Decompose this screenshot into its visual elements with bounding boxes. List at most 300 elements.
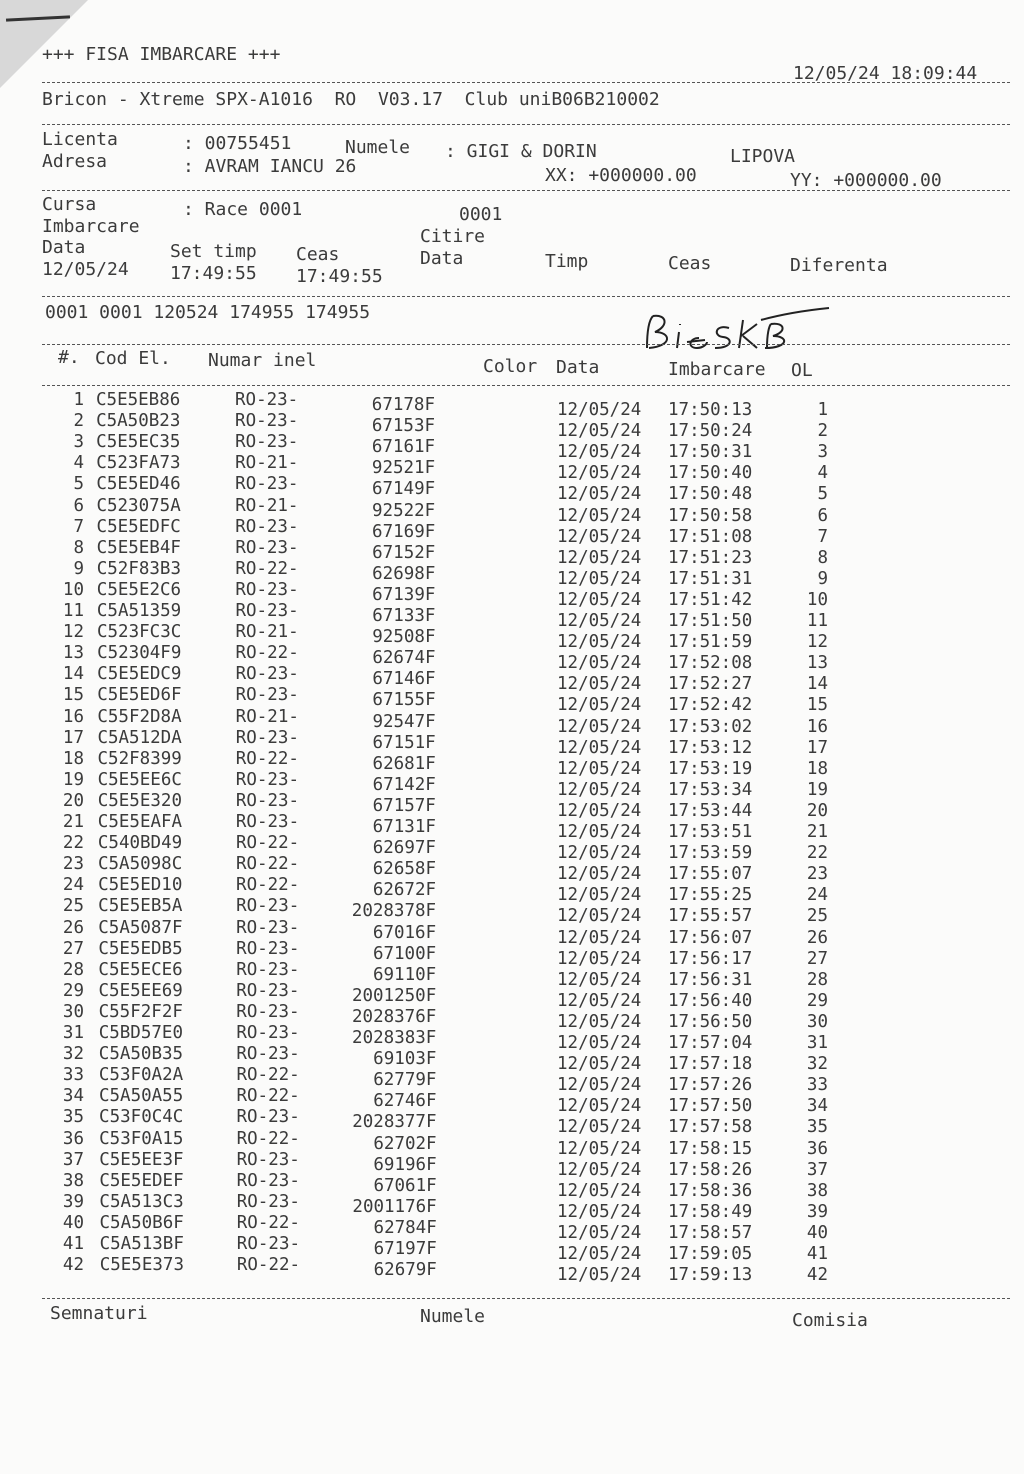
row-cod: C52F83B3 xyxy=(96,558,182,579)
row-prefix: RO-23- xyxy=(236,980,300,1001)
row-number: 35 xyxy=(62,1107,84,1128)
row-date: 12/05/24 xyxy=(557,421,642,442)
row-cod: C5E5ED46 xyxy=(96,474,181,495)
row-number: 15 xyxy=(62,685,84,706)
handwritten-note xyxy=(643,302,833,362)
col-idx: #. xyxy=(58,347,80,368)
row-ring-number: 67155F xyxy=(372,690,436,711)
row-cod: C5E5EAFA xyxy=(97,812,183,832)
row-cod: C5A513C3 xyxy=(99,1191,184,1212)
row-cod: C52304F9 xyxy=(97,643,182,664)
row-cod: C5E5EB86 xyxy=(96,390,181,410)
row-time: 17:55:07 xyxy=(668,864,753,885)
row-ring-number: 67161F xyxy=(371,437,436,458)
row-prefix: RO-21- xyxy=(235,706,299,727)
row-prefix: RO-23- xyxy=(235,769,300,790)
row-ol: 3 xyxy=(817,442,828,463)
row-date: 12/05/24 xyxy=(557,927,642,948)
row-time: 17:58:15 xyxy=(668,1138,753,1159)
row-cod: C53F0A2A xyxy=(98,1065,184,1086)
row-ring-number: 67139F xyxy=(372,584,436,605)
row-number: 21 xyxy=(62,812,84,832)
row-ol: 22 xyxy=(806,843,828,864)
row-number: 34 xyxy=(62,1086,84,1107)
row-ring-number: 2001176F xyxy=(352,1196,437,1217)
citire-data-label: Data xyxy=(420,248,464,269)
row-prefix: RO-23- xyxy=(235,474,299,495)
row-time: 17:53:59 xyxy=(668,843,753,864)
row-ring-number: 62697F xyxy=(372,838,436,859)
table-row xyxy=(0,1107,1024,1138)
set-timp-value: 17:49:55 xyxy=(170,263,257,284)
table-row xyxy=(0,854,1024,885)
row-number: 29 xyxy=(62,980,84,1001)
adresa-label: Adresa xyxy=(42,151,108,172)
row-date: 12/05/24 xyxy=(557,800,642,821)
row-ol: 30 xyxy=(806,1011,828,1032)
row-time: 17:53:02 xyxy=(668,716,753,737)
row-date: 12/05/24 xyxy=(557,674,642,695)
row-time: 17:58:57 xyxy=(668,1222,753,1243)
row-ol: 32 xyxy=(806,1054,828,1075)
row-time: 17:56:50 xyxy=(668,1011,753,1032)
row-ring-number: 67169F xyxy=(372,521,436,542)
row-prefix: RO-21- xyxy=(235,622,299,643)
row-number: 19 xyxy=(62,769,84,790)
row-prefix: RO-23- xyxy=(235,579,299,600)
row-date: 12/05/24 xyxy=(557,1180,642,1201)
table-row xyxy=(0,1149,1024,1180)
cursa-code: 0001 xyxy=(459,204,503,225)
row-number: 22 xyxy=(62,833,84,854)
row-date: 12/05/24 xyxy=(557,442,642,463)
row-date: 12/05/24 xyxy=(557,990,642,1011)
row-prefix: RO-22- xyxy=(235,748,299,769)
row-ring-number: 92508F xyxy=(372,627,436,648)
table-row xyxy=(0,748,1024,779)
row-time: 17:51:50 xyxy=(668,611,753,631)
document-title: +++ FISA IMBARCARE +++ xyxy=(42,44,281,65)
row-ring-number: 67131F xyxy=(372,817,436,837)
row-ol: 26 xyxy=(806,927,828,948)
row-prefix: RO-22- xyxy=(236,875,300,896)
row-number: 39 xyxy=(62,1191,84,1212)
row-ring-number: 69110F xyxy=(372,964,437,985)
cursa-value: : Race 0001 xyxy=(183,199,303,220)
row-date: 12/05/24 xyxy=(557,1159,642,1180)
xx-coordinate: XX: +000000.00 xyxy=(545,165,697,186)
adresa-value: : AVRAM IANCU 26 xyxy=(183,156,357,177)
row-time: 17:55:57 xyxy=(668,906,753,927)
row-prefix: RO-21- xyxy=(235,453,299,474)
row-number: 16 xyxy=(62,706,84,727)
row-number: 33 xyxy=(62,1065,84,1086)
row-number: 28 xyxy=(62,959,84,980)
table-row xyxy=(0,537,1024,568)
row-cod: C53F0C4C xyxy=(99,1107,184,1128)
row-time: 17:52:08 xyxy=(668,653,753,674)
row-cod: C523FA73 xyxy=(96,453,181,474)
row-number: 10 xyxy=(62,579,84,600)
row-time: 17:50:40 xyxy=(668,463,753,484)
row-date: 12/05/24 xyxy=(557,526,642,547)
row-ol: 34 xyxy=(806,1096,828,1117)
row-cod: C5E5EDC9 xyxy=(97,664,182,685)
row-date: 12/05/24 xyxy=(557,1096,642,1117)
row-cod: C5E5EE3F xyxy=(99,1149,184,1170)
row-number: 37 xyxy=(62,1149,84,1170)
row-ol: 9 xyxy=(817,568,828,589)
table-row xyxy=(0,980,1024,1011)
col-ol: OL xyxy=(791,360,813,381)
row-number: 8 xyxy=(73,537,84,558)
row-prefix: RO-22- xyxy=(235,643,299,664)
row-ring-number: 67178F xyxy=(371,395,435,415)
row-date: 12/05/24 xyxy=(557,589,642,610)
row-cod: C55F2D8A xyxy=(97,706,182,727)
row-number: 40 xyxy=(62,1212,84,1233)
row-number: 27 xyxy=(62,938,84,959)
row-date: 12/05/24 xyxy=(557,779,642,800)
row-ring-number: 67197F xyxy=(373,1239,437,1259)
row-time: 17:50:24 xyxy=(668,421,753,442)
row-ring-number: 62784F xyxy=(373,1217,437,1238)
col-data: Data xyxy=(556,357,600,378)
divider xyxy=(42,82,1010,83)
row-time: 17:56:31 xyxy=(668,969,753,990)
row-prefix: RO-23- xyxy=(235,812,300,832)
licenta-label: Licenta xyxy=(42,129,118,150)
row-prefix: RO-23- xyxy=(236,917,300,938)
row-date: 12/05/24 xyxy=(557,611,642,631)
row-time: 17:59:13 xyxy=(668,1265,753,1286)
row-prefix: RO-23- xyxy=(235,432,299,453)
row-ring-number: 67151F xyxy=(372,732,436,753)
row-ol: 15 xyxy=(806,695,828,716)
row-ol: 29 xyxy=(806,990,828,1011)
row-cod: C5E5EE6C xyxy=(97,769,182,790)
row-ring-number: 67061F xyxy=(373,1175,437,1196)
row-time: 17:51:42 xyxy=(668,589,753,610)
row-ring-number: 67149F xyxy=(371,479,436,500)
row-ol: 6 xyxy=(817,505,828,526)
row-number: 41 xyxy=(62,1234,84,1254)
table-row xyxy=(0,474,1024,505)
row-ring-number: 67157F xyxy=(372,795,436,816)
row-ol: 14 xyxy=(806,674,828,695)
row-number: 7 xyxy=(73,516,84,537)
row-ol: 37 xyxy=(806,1159,828,1180)
row-date: 12/05/24 xyxy=(557,1117,642,1138)
table-row xyxy=(0,664,1024,695)
col-imbarcare: Imbarcare xyxy=(668,359,766,380)
row-prefix: RO-22- xyxy=(236,1128,300,1149)
table-row xyxy=(0,516,1024,547)
row-prefix: RO-23- xyxy=(236,1191,300,1212)
row-time: 17:57:04 xyxy=(668,1033,753,1053)
print-datetime: 12/05/24 18:09:44 xyxy=(793,63,978,84)
ceas2-label: Ceas xyxy=(668,253,712,274)
row-cod: C5E5E2C6 xyxy=(96,579,182,600)
table-row xyxy=(0,1234,1024,1264)
row-ol: 38 xyxy=(806,1180,828,1201)
row-date: 12/05/24 xyxy=(557,906,642,927)
col-color: Color xyxy=(483,356,538,377)
row-prefix: RO-22- xyxy=(236,1086,300,1107)
row-date: 12/05/24 xyxy=(557,948,642,969)
row-date: 12/05/24 xyxy=(557,547,642,568)
table-row xyxy=(0,579,1024,610)
row-cod: C5A50B35 xyxy=(98,1044,184,1065)
row-prefix: RO-23- xyxy=(236,1001,300,1022)
row-prefix: RO-23- xyxy=(236,1107,300,1128)
row-time: 17:50:13 xyxy=(668,400,753,420)
table-row xyxy=(0,1212,1024,1243)
imbarcare-label: Imbarcare xyxy=(42,216,140,237)
row-date: 12/05/24 xyxy=(557,695,642,716)
row-ol: 28 xyxy=(806,969,828,990)
row-ol: 41 xyxy=(806,1244,828,1264)
row-time: 17:53:51 xyxy=(668,822,753,842)
row-number: 25 xyxy=(62,896,84,917)
row-number: 1 xyxy=(73,390,84,410)
row-cod: C5A513BF xyxy=(99,1234,184,1254)
row-number: 13 xyxy=(62,643,84,664)
numele-label: Numele xyxy=(345,137,411,158)
row-date: 12/05/24 xyxy=(557,484,642,505)
table-row xyxy=(0,896,1024,927)
row-cod: C53F0A15 xyxy=(99,1128,184,1149)
row-ol: 19 xyxy=(806,779,828,800)
row-cod: C5E5E320 xyxy=(97,790,182,811)
row-time: 17:56:40 xyxy=(668,990,753,1011)
licenta-value: : 00755451 xyxy=(183,133,292,154)
data-label: Data xyxy=(42,237,86,258)
row-ring-number: 92522F xyxy=(372,500,436,521)
row-cod: C5E5EDB5 xyxy=(98,938,183,959)
table-row xyxy=(0,643,1024,674)
table-row xyxy=(0,432,1024,463)
table-row xyxy=(0,1065,1024,1096)
row-date: 12/05/24 xyxy=(557,822,642,842)
row-date: 12/05/24 xyxy=(557,400,642,420)
row-date: 12/05/24 xyxy=(557,1054,642,1075)
table-row xyxy=(0,1023,1024,1053)
table-row xyxy=(0,769,1024,800)
row-date: 12/05/24 xyxy=(557,653,642,674)
row-number: 4 xyxy=(73,453,84,474)
row-number: 14 xyxy=(62,664,84,685)
row-prefix: RO-23- xyxy=(235,390,299,410)
table-row xyxy=(0,685,1024,716)
comisia-label: Comisia xyxy=(792,1310,868,1331)
row-prefix: RO-23- xyxy=(236,938,300,959)
row-cod: C523075A xyxy=(96,495,181,516)
table-row xyxy=(0,1255,1024,1286)
row-prefix: RO-22- xyxy=(236,1255,301,1276)
divider xyxy=(42,385,1010,386)
row-ring-number: 2028377F xyxy=(352,1112,437,1133)
table-row xyxy=(0,1170,1024,1201)
row-number: 31 xyxy=(62,1023,84,1043)
row-number: 17 xyxy=(62,727,84,748)
row-cod: C5E5ED10 xyxy=(98,875,183,896)
row-ol: 20 xyxy=(806,800,828,821)
row-ol: 12 xyxy=(806,632,828,653)
table-row xyxy=(0,812,1024,842)
row-cod: C5BD57E0 xyxy=(98,1023,183,1043)
row-cod: C5A50B23 xyxy=(96,411,181,432)
row-date: 12/05/24 xyxy=(557,632,642,653)
citire-label: Citire xyxy=(420,226,486,247)
row-time: 17:59:05 xyxy=(668,1244,753,1264)
ceas-label: Ceas xyxy=(296,244,340,265)
row-ring-number: 2028376F xyxy=(352,1006,437,1027)
row-time: 17:57:50 xyxy=(668,1096,753,1117)
row-time: 17:50:48 xyxy=(668,484,753,505)
row-ring-number: 62658F xyxy=(372,859,436,880)
row-time: 17:56:07 xyxy=(668,927,753,948)
row-ol: 4 xyxy=(817,463,828,484)
row-number: 6 xyxy=(73,495,84,516)
row-date: 12/05/24 xyxy=(557,885,642,906)
row-date: 12/05/24 xyxy=(557,843,642,864)
row-ring-number: 62702F xyxy=(373,1133,437,1154)
row-ol: 13 xyxy=(806,653,828,674)
row-time: 17:53:44 xyxy=(668,800,753,821)
table-row xyxy=(0,411,1024,442)
row-prefix: RO-23- xyxy=(236,1234,301,1254)
row-ol: 40 xyxy=(806,1222,828,1243)
row-ol: 17 xyxy=(806,737,828,758)
table-row xyxy=(0,1044,1024,1075)
row-prefix: RO-23- xyxy=(236,959,300,980)
row-ring-number: 62779F xyxy=(373,1070,437,1091)
table-row xyxy=(0,453,1024,484)
row-date: 12/05/24 xyxy=(557,969,642,990)
row-ring-number: 92521F xyxy=(371,458,436,479)
row-date: 12/05/24 xyxy=(557,568,642,589)
row-ol: 1 xyxy=(817,400,828,420)
row-ol: 11 xyxy=(806,611,828,631)
device-info: Bricon - Xtreme SPX-A1016 RO V03.17 Club uniB06B210002 xyxy=(42,89,660,110)
divider xyxy=(42,124,1010,125)
row-ring-number: 67100F xyxy=(372,943,437,964)
col-cod: Cod El. xyxy=(95,348,171,369)
row-date: 12/05/24 xyxy=(557,505,642,526)
row-cod: C5E5EB4F xyxy=(96,537,181,558)
row-prefix: RO-23- xyxy=(236,896,300,917)
row-number: 38 xyxy=(62,1170,84,1191)
row-cod: C5E5E373 xyxy=(99,1255,184,1276)
row-ol: 7 xyxy=(817,526,828,547)
row-number: 12 xyxy=(62,622,84,643)
row-prefix: RO-22- xyxy=(236,1065,300,1086)
numele-footer-label: Numele xyxy=(420,1306,486,1327)
row-time: 17:51:31 xyxy=(668,568,753,589)
timp-label: Timp xyxy=(545,251,589,272)
table-row xyxy=(0,1086,1024,1117)
row-ring-number: 62681F xyxy=(372,753,436,774)
row-time: 17:51:08 xyxy=(668,526,753,547)
row-prefix: RO-23- xyxy=(235,601,299,621)
row-number: 30 xyxy=(62,1001,84,1022)
table-row xyxy=(0,727,1024,758)
row-ol: 8 xyxy=(817,547,828,568)
diferenta-label: Diferenta xyxy=(790,255,888,276)
divider xyxy=(42,190,1010,191)
row-ol: 42 xyxy=(806,1265,828,1286)
table-row xyxy=(0,833,1024,864)
row-time: 17:57:58 xyxy=(668,1117,753,1138)
row-number: 11 xyxy=(62,601,84,621)
row-ring-number: 67016F xyxy=(372,922,437,943)
row-prefix: RO-22- xyxy=(236,1212,300,1233)
row-prefix: RO-22- xyxy=(235,833,300,854)
table-row xyxy=(0,1191,1024,1222)
row-prefix: RO-23- xyxy=(235,727,299,748)
row-cod: C52F8399 xyxy=(97,748,182,769)
row-time: 17:52:27 xyxy=(668,674,753,695)
row-ring-number: 67153F xyxy=(371,416,436,437)
row-prefix: RO-23- xyxy=(235,664,299,685)
row-cod: C5A50B6F xyxy=(99,1212,184,1233)
row-cod: C5E5EC35 xyxy=(96,432,181,453)
row-ol: 33 xyxy=(806,1075,828,1096)
row-number: 5 xyxy=(73,474,84,495)
row-date: 12/05/24 xyxy=(557,1201,642,1222)
row-ring-number: 62746F xyxy=(373,1091,437,1112)
row-ring-number: 69103F xyxy=(373,1049,437,1070)
table-row xyxy=(0,1128,1024,1159)
row-cod: C540BD49 xyxy=(97,833,183,854)
row-ol: 5 xyxy=(817,484,828,505)
row-ol: 31 xyxy=(806,1033,828,1053)
table-row xyxy=(0,601,1024,631)
table-row xyxy=(0,495,1024,526)
row-number: 23 xyxy=(62,854,84,875)
row-ol: 24 xyxy=(806,885,828,906)
row-prefix: RO-23- xyxy=(236,1170,300,1191)
row-time: 17:53:12 xyxy=(668,737,753,758)
row-number: 18 xyxy=(62,748,84,769)
row-ol: 21 xyxy=(806,822,828,842)
ceas-value: 17:49:55 xyxy=(296,266,383,287)
table-row xyxy=(0,390,1024,420)
row-time: 17:58:49 xyxy=(668,1201,753,1222)
summary-line: 0001 0001 120524 174955 174955 xyxy=(45,302,371,323)
city: LIPOVA xyxy=(730,146,796,167)
yy-coordinate: YY: +000000.00 xyxy=(790,170,942,191)
row-ol: 16 xyxy=(806,716,828,737)
row-time: 17:51:23 xyxy=(668,547,753,568)
row-ring-number: 2028383F xyxy=(352,1028,437,1048)
race-date: 12/05/24 xyxy=(42,259,129,280)
set-timp-label: Set timp xyxy=(170,241,257,262)
row-time: 17:56:17 xyxy=(668,948,753,969)
row-ring-number: 2028378F xyxy=(351,901,437,922)
row-ol: 25 xyxy=(806,906,828,927)
row-ol: 23 xyxy=(806,864,828,885)
row-ol: 39 xyxy=(806,1201,828,1222)
row-time: 17:57:18 xyxy=(668,1054,753,1075)
row-ring-number: 67142F xyxy=(372,774,436,795)
row-number: 2 xyxy=(73,411,84,432)
row-time: 17:52:42 xyxy=(668,695,753,716)
row-ring-number: 69196F xyxy=(373,1154,437,1175)
row-number: 32 xyxy=(62,1044,84,1065)
table-row xyxy=(0,875,1024,906)
